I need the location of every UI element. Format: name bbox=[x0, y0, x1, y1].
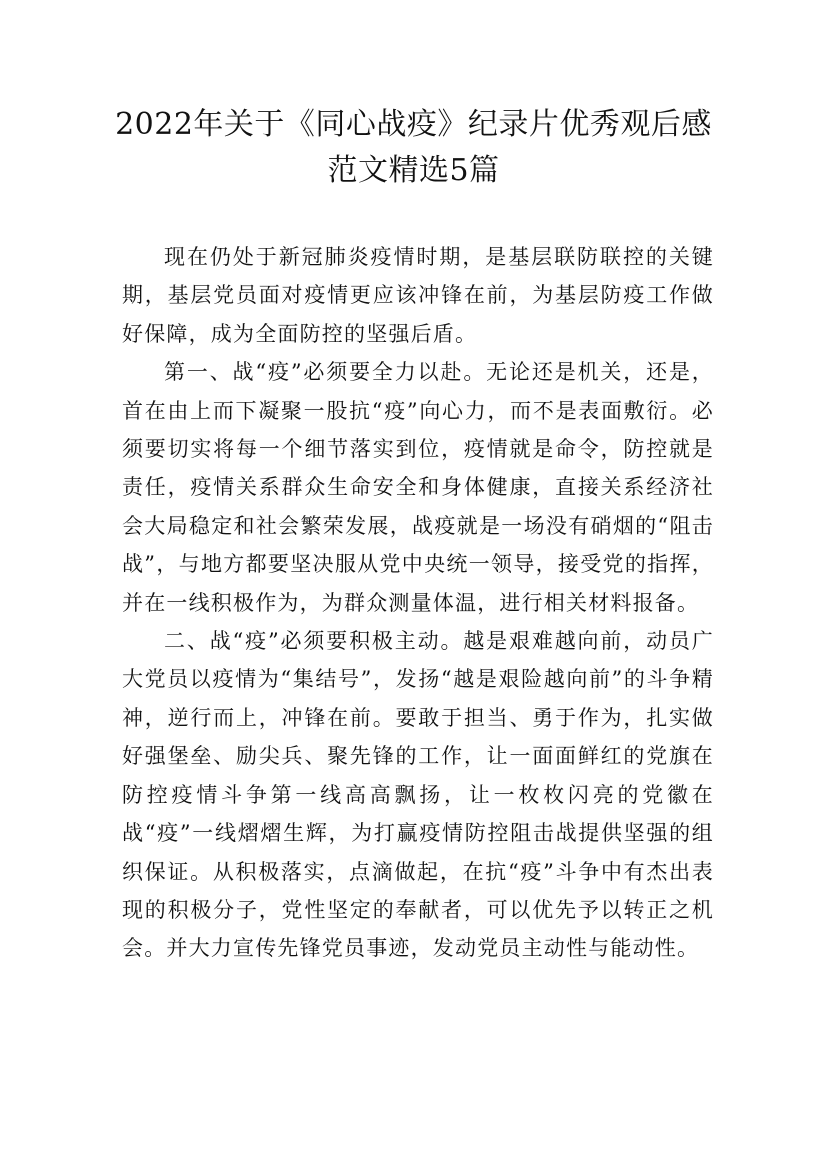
paragraph-second-point: 二、战“疫”必须要积极主动。越是艰难越向前，动员广大党员以疫情为“集结号”，发扬“越是艰险越向前”的斗争精神，逆行而上，冲锋在前。要敢于担当、勇于作为，扎实做好强堡垒、励尖兵、聚先锋的工作，让一面面鲜红的党旗在防控疫情斗争第一线高高飘扬，让一枚枚闪亮的党徽在战“疫”一线熠熠生辉，为打赢疫情防控阻击战提供坚强的组织保证。从积极落实，点滴做起，在抗“疫”斗争中有杰出表现的积极分子，党性坚定的奉献者，可以优先予以转正之机会。并大力宣传先锋党员事迹，发动党员主动性与能动性。 bbox=[122, 629, 714, 961]
document-title bbox=[100, 102, 727, 194]
paragraph-intro: 现在仍处于新冠肺炎疫情时期，是基层联防联控的关键期，基层党员面对疫情更应该冲锋在前，为基层防疫工作做好保障，成为全面防控的坚强后盾。 bbox=[122, 245, 714, 346]
document-body bbox=[122, 238, 714, 968]
title-line-1: 2022年关于《同心战疫》纪录片优秀观后感 bbox=[115, 107, 712, 142]
paragraph-first-point: 第一、战“疫”必须要全力以赴。无论还是机关，还是，首在由上而下凝聚一股抗“疫”向心力，而不是表面敷衍。必须要切实将每一个细节落实到位，疫情就是命令，防控就是责任，疫情关系群众生命安全和身体健康，直接关系经济社会大局稳定和社会繁荣发展，战疫就是一场没有硝烟的“阻击战”，与地方都要坚决服从党中央统一领导，接受党的指挥，并在一线积极作为，为群众测量体温，进行相关材料报备。 bbox=[122, 360, 714, 615]
title-line-2: 范文精选5篇 bbox=[327, 153, 500, 188]
